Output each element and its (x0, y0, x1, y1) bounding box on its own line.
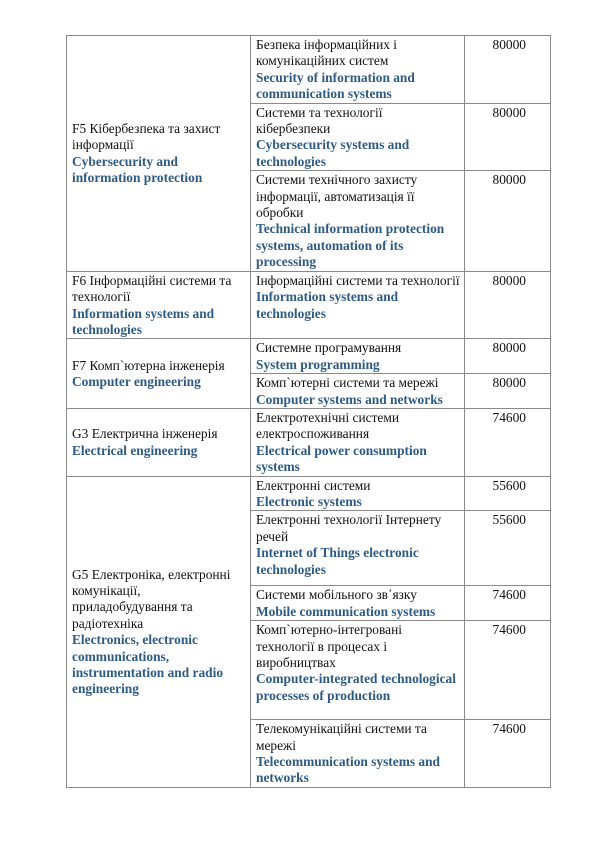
program-name-en: Cybersecurity systems and technologies (256, 137, 410, 169)
specialty-cell (67, 476, 251, 787)
program-name-en: Security of information and communication systems (256, 69, 415, 102)
specialty-name-uk: G5 Електроніка, електронні комунікації, приладобудування та радіотехніка (72, 566, 231, 631)
program-cell (251, 511, 465, 586)
program-name-uk: Електронні технології Інтернету речей (256, 512, 442, 544)
table-row (67, 271, 551, 339)
program-cell (251, 720, 465, 788)
specialty-name-en: Computer engineering (72, 374, 201, 390)
program-cell (251, 476, 465, 511)
program-name-en: System programming (256, 356, 380, 372)
program-cell (251, 374, 465, 409)
table-row (67, 339, 551, 374)
specialty-name-uk: F5 Кібербезпека та захист інформації (72, 121, 221, 153)
specialty-cell (67, 339, 251, 409)
program-name-uk: Електротехнічні системи електроспоживання (256, 409, 400, 442)
specialty-name-uk: F7 Комп`ютерна інженерія (72, 357, 225, 373)
program-name-en: Mobile communication systems (256, 603, 436, 619)
tuition-amount: 80000 (465, 171, 551, 271)
tuition-amount: 74600 (465, 621, 551, 720)
specialty-name-en: Cybersecurity and information protection (72, 153, 203, 186)
program-name-uk: Комп`ютерні системи та мережі (256, 375, 439, 391)
tuition-amount: 74600 (465, 408, 551, 476)
specialty-cell (67, 36, 251, 272)
specialty-name-en: Information systems and technologies (72, 305, 215, 337)
tuition-amount: 80000 (465, 103, 551, 171)
program-name-en: Electronic systems (256, 493, 362, 509)
program-name-uk: Системне програмування (256, 340, 402, 356)
tuition-amount: 80000 (465, 339, 551, 374)
program-cell (251, 103, 465, 171)
specialty-name-en: Electronics, electronic communications, instrumentation and radio engineering (72, 632, 224, 697)
program-name-en: Telecommunication systems and networks (256, 754, 441, 786)
table-row (67, 408, 551, 476)
table-row (67, 36, 551, 104)
program-name-en: Technical information protection systems, automation of its processing (256, 221, 445, 270)
tuition-amount: 80000 (465, 271, 551, 339)
program-cell (251, 621, 465, 720)
program-cell (251, 36, 465, 104)
specialties-table (66, 35, 551, 788)
specialty-name-uk: F6 Інформаційні системи та технології (72, 272, 232, 305)
program-name-uk: Системи мобільного зв᾽язку (256, 587, 417, 603)
tuition-amount: 80000 (465, 36, 551, 104)
program-name-uk: Системи та технології кібербезпеки (256, 104, 383, 137)
program-name-en: Computer systems and networks (256, 391, 443, 407)
program-name-uk: Системи технічного захисту інформації, автоматизація її обробки (256, 172, 418, 221)
table-row (67, 476, 551, 511)
specialty-name-en: Electrical engineering (72, 442, 198, 458)
program-cell (251, 171, 465, 271)
program-name-en: Computer-integrated technological processes of production (256, 671, 456, 703)
program-cell (251, 339, 465, 374)
program-name-uk: Безпека інформаційних і комунікаційних систем (256, 37, 398, 69)
tuition-amount: 74600 (465, 586, 551, 621)
program-cell (251, 408, 465, 476)
specialty-cell (67, 408, 251, 476)
program-name-uk: Телекомунікаційні системи та мережі (256, 721, 427, 753)
program-name-en: Internet of Things electronic technologies (256, 545, 419, 577)
program-cell (251, 271, 465, 339)
program-name-en: Electrical power consumption systems (256, 442, 427, 475)
program-name-uk: Комп`ютерно-інтегровані технології в процесах і виробництвах (256, 622, 402, 670)
program-cell (251, 586, 465, 621)
program-name-en: Information systems and technologies (256, 289, 399, 321)
tuition-amount: 55600 (465, 476, 551, 511)
tuition-amount: 80000 (465, 374, 551, 409)
specialty-name-uk: G3 Електрична інженерія (72, 426, 218, 442)
specialty-cell (67, 271, 251, 339)
tuition-amount: 55600 (465, 511, 551, 586)
program-name-uk: Інформаційні системи та технології (256, 272, 460, 288)
tuition-amount: 74600 (465, 720, 551, 788)
program-name-uk: Електронні системи (256, 477, 371, 493)
